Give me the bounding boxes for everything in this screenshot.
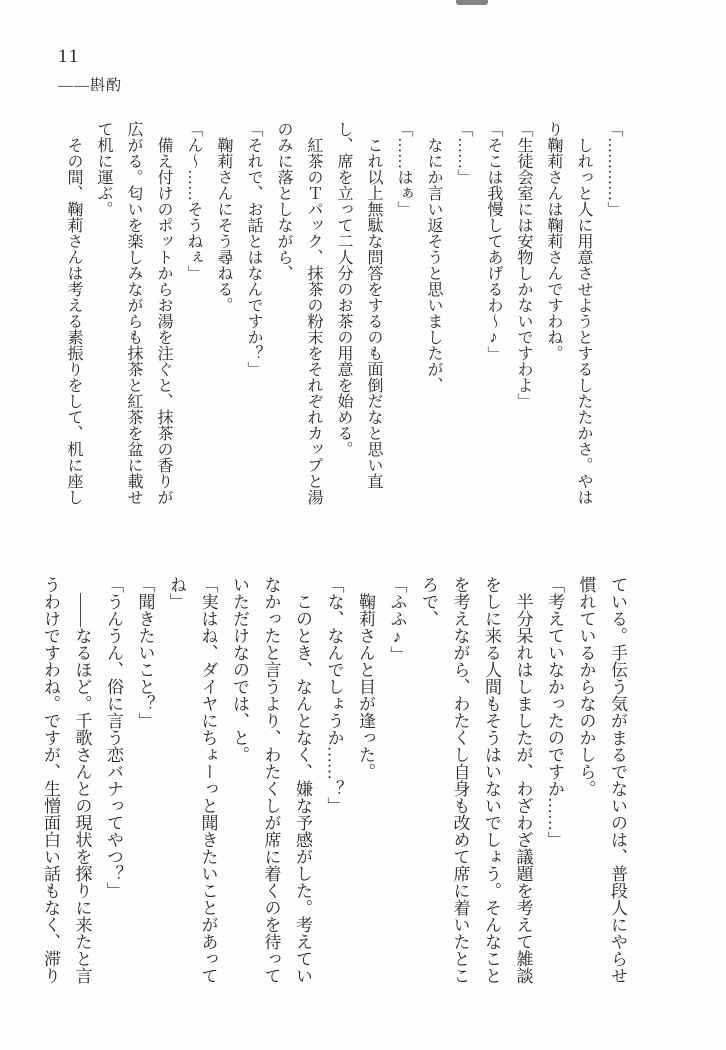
paragraph: その間、鞠莉さんは考える素振りをして、机に座し [65, 137, 82, 505]
paragraph: なにか言い返そうと思いましたが、 [425, 137, 442, 393]
chapter-heading: ――斟酌 [58, 78, 123, 94]
text-block-top [58, 121, 628, 505]
paragraph: 「聞きたいこと？」 [135, 576, 155, 729]
paragraph: 紅茶のＴパック、抹茶の粉末をそれぞれカップと湯のみに落としながら、 [275, 121, 322, 505]
paragraph: 「ん～……そうねぇ」 [185, 121, 202, 281]
paragraph: ている。手伝う気がまるでないのは、普段人にやらせ慣れているからなのかしら。 [576, 576, 627, 984]
paragraph: 半分呆れはしましたが、わざわざ議題を考えて雑談をしに来る人間もそうはいないでしょう。そんなことを考えながら、わたくし自身も改めて席に着いたところで、 [419, 576, 533, 984]
paragraph: 「……」 [455, 121, 472, 185]
paragraph: 鞠莉さんにそう尋ねる。 [215, 137, 232, 313]
page-number: 11 [58, 46, 81, 67]
paragraph: これ以上無駄な問答をするのも面倒だなと思い直し、席を立って二人分のお茶の用意を始める。 [335, 121, 382, 489]
paragraph: このとき、なんとなく、嫌な予感がした。考えていなかったと言うより、わたくしが席に着くのを待っていただけなのでは、と。 [230, 576, 312, 984]
paragraph: 「ふふ♪」 [387, 576, 407, 663]
paragraph: ――なるほど。千歌さんとの現状を探りに来たと言うわけですわね。ですが、生憎面白い話もなく、滞り [41, 576, 92, 984]
paragraph: 鞠莉さんと目が逢った。 [356, 593, 375, 780]
paragraph: 「そこは我慢してあげるわ～♪」 [485, 121, 502, 362]
paragraph: しれっと人に用意させようとするしたたかさ。やはり鞠莉さんは鞠莉さんですわね。 [545, 121, 592, 505]
paragraph: 「うんうん、俗に言う恋バナってやつ？」 [104, 576, 123, 899]
paragraph: 「……はぁ」 [395, 121, 412, 217]
paragraph: 「実はね、ダイヤにちょーっと聞きたいことがあってね」 [167, 576, 218, 984]
text-block-bottom [35, 576, 634, 984]
paragraph: 「な、なんでしょうか……？」 [324, 576, 344, 814]
scan-artifact [456, 0, 488, 5]
paragraph: 「生徒会室には安物しかないですわよ」 [515, 121, 532, 409]
paragraph: 「…………」 [605, 121, 622, 217]
paragraph: 備え付けのポットからお湯を注ぐと、抹茶の香りが広がる。匂いを楽しみながらも抹茶と紅茶を盆に載せて机に運ぶ。 [95, 121, 172, 505]
paragraph: 「考えていなかったのですか……」 [545, 576, 564, 848]
paragraph: 「それで、お話とはなんですか？」 [245, 121, 262, 377]
